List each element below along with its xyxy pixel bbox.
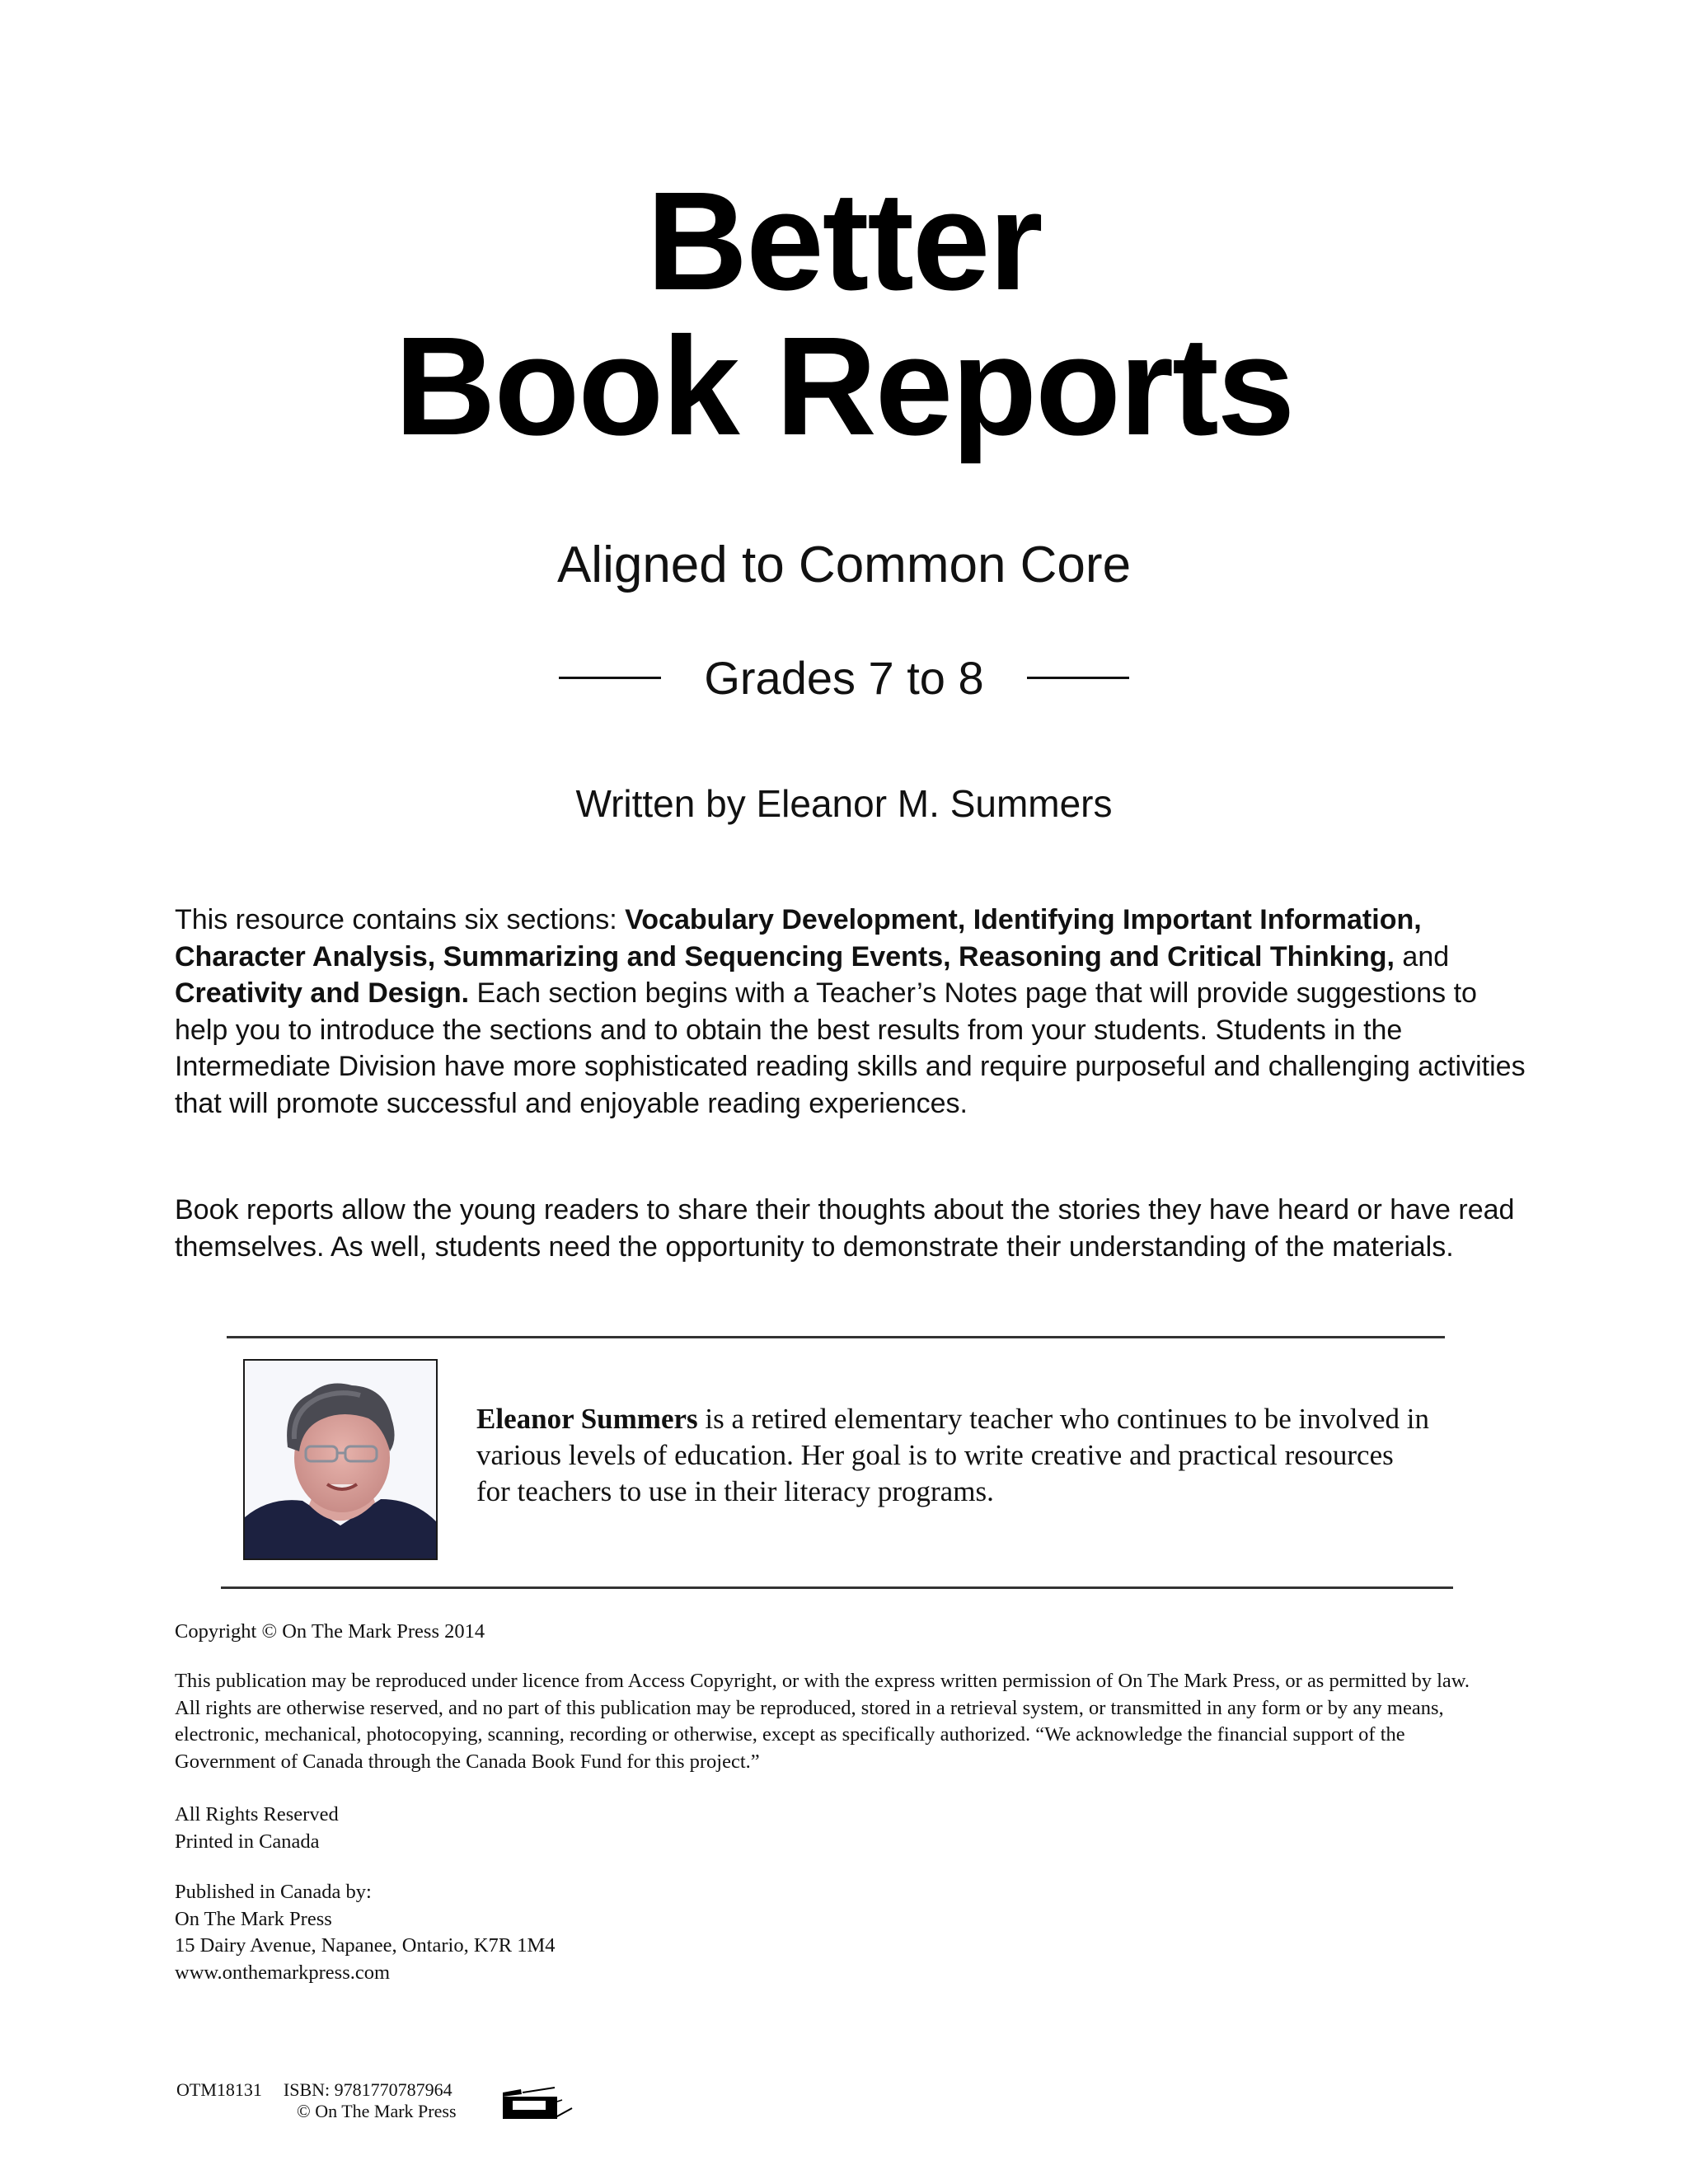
footer-copyright: © On The Mark Press xyxy=(297,2101,457,2121)
publisher-name: On The Mark Press xyxy=(175,1907,332,1930)
author-byline: Written by Eleanor M. Summers xyxy=(575,782,1113,825)
intro-and: and xyxy=(1394,940,1450,972)
title-line-2: Book Reports xyxy=(394,308,1294,465)
author-bio xyxy=(476,1401,1432,1510)
sections-list-bold-last: Creativity and Design. xyxy=(175,977,470,1009)
intro-paragraph-1 xyxy=(175,902,1526,1122)
author-photo xyxy=(243,1359,438,1560)
footer-codes xyxy=(176,2079,457,2122)
publisher-url[interactable]: www.onthemarkpress.com xyxy=(175,1961,391,1984)
printed-in: Printed in Canada xyxy=(175,1830,320,1853)
bio-divider-top xyxy=(227,1336,1445,1338)
legal-notice: This publication may be reproduced under licence from Access Copyright, or with the express written permission of On The Mark Press, or as permitted by law. All rights are otherwise reserved, and no part of this publication may be reproduced, stored in a retrieval system, or transmitted in any form or by any means, electronic, mechanical, photocopying, scanning, recording or otherwise, except as specifically authorized. “We acknowledge the financial support of the Government of Canada through the Canada Book Fund for this project.” xyxy=(175,1670,1470,1773)
author-portrait-icon xyxy=(245,1361,436,1558)
grades-banner xyxy=(0,651,1688,705)
publisher-block xyxy=(175,1879,1576,1986)
publisher-address: 15 Dairy Avenue, Napanee, Ontario, K7R 1M4 xyxy=(175,1934,556,1957)
bio-name: Eleanor Summers xyxy=(476,1403,698,1435)
intro-rest: Each section begins with a Teacher’s Notes page that will provide suggestions to help you to introduce the sections and to obtain the best results from your students. Students in the Intermediate Division have more sophisticated reading skills and require purposeful and challenging activities that will promote successful and enjoyable reading experiences. xyxy=(175,977,1526,1119)
product-code: OTM18131 xyxy=(176,2079,262,2100)
bio-text: is a retired elementary teacher who continues to be involved in various levels of education. Her goal is to write creative and practical resources for teachers to use in their literacy programs. xyxy=(476,1403,1429,1507)
copyright-line: Copyright © On The Mark Press 2014 xyxy=(175,1620,485,1643)
grades-rule-left xyxy=(559,677,661,679)
isbn: ISBN: 9781770787964 xyxy=(283,2079,452,2100)
photocopier-icon xyxy=(501,2086,580,2119)
title-line-1: Better xyxy=(646,163,1042,320)
rights-block xyxy=(175,1802,1576,1855)
grades-label: Grades 7 to 8 xyxy=(704,652,984,704)
grades-rule-right xyxy=(1027,677,1129,679)
published-by: Published in Canada by: xyxy=(175,1881,372,1903)
rights-reserved: All Rights Reserved xyxy=(175,1803,339,1825)
intro-lead: This resource contains six sections: xyxy=(175,904,626,935)
intro-paragraph-2: Book reports allow the young readers to share their thoughts about the stories they have heard or have read themselves. As well, students need the opportunity to demonstrate their understanding of the materials. xyxy=(175,1194,1515,1263)
bio-divider-bottom xyxy=(221,1586,1453,1589)
sections-list-bold: Vocabulary Development, Identifying Important Information, Character Analysis, Summarizing and Sequencing Events, Reasoning and Critical Thinking, xyxy=(175,904,1422,972)
subtitle: Aligned to Common Core xyxy=(556,537,1132,593)
